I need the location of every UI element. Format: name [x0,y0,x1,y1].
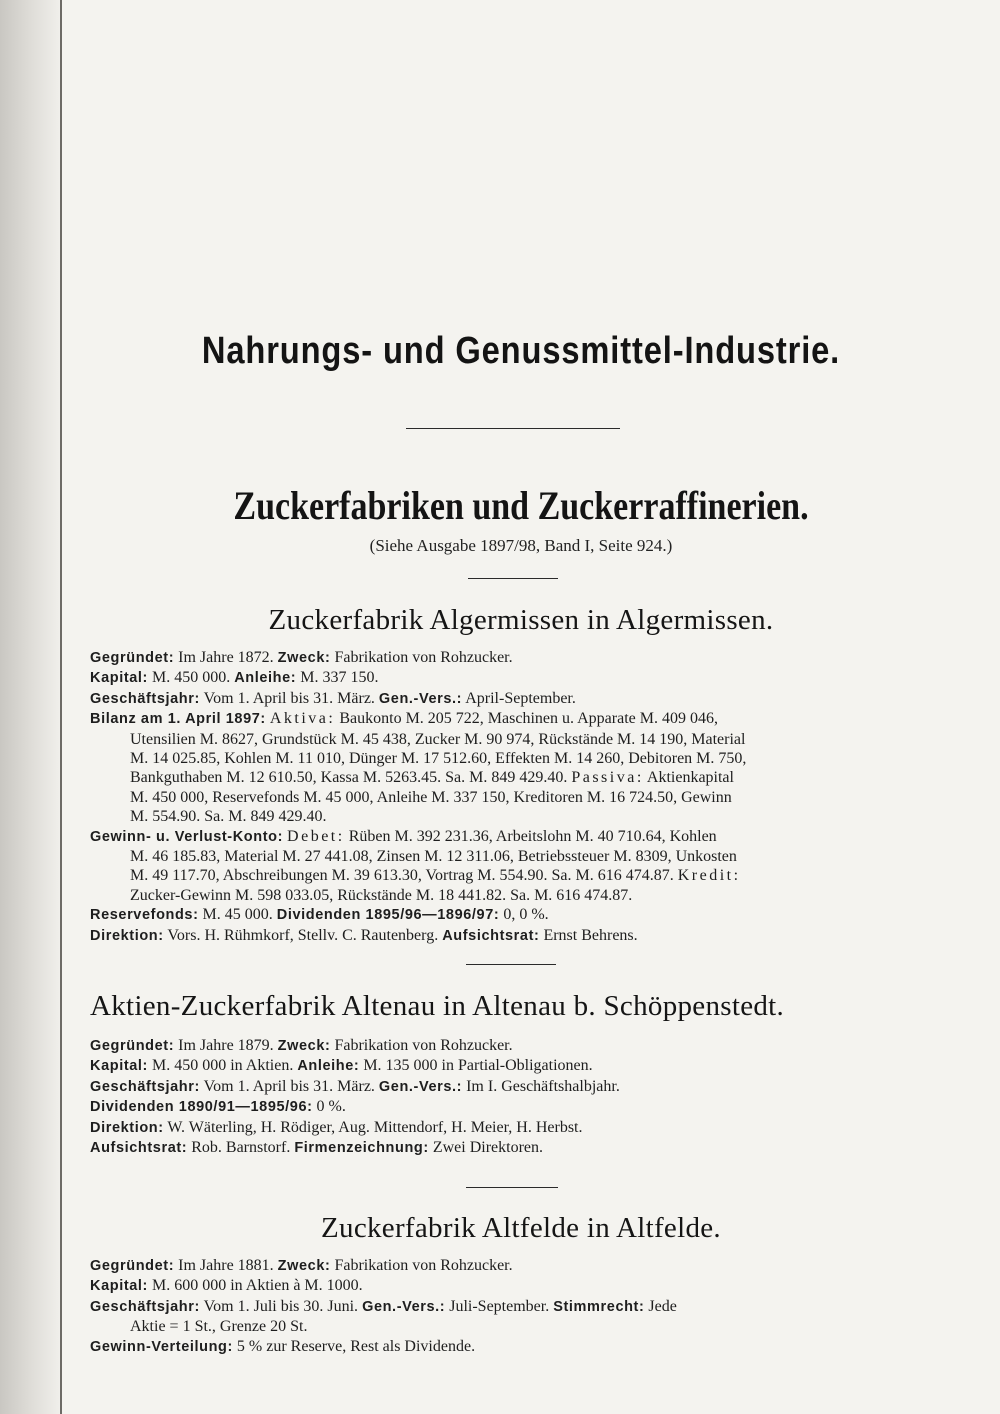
value-zweck: Fabrikation von Rohzucker. [334,1037,513,1054]
entry-line [90,926,952,946]
value-bilanz: Bankguthaben M. 12 610.50, Kassa M. 5263.45. Sa. M. 849 429.40. [130,769,568,787]
entry-line [90,689,952,709]
firm-entry-algermissen [90,648,952,946]
value-kapital: M. 600 000 in Aktien à M. 1000. [151,1277,363,1295]
entry-line [90,1138,952,1158]
label-dividenden: Dividenden 1895/96—1896/97: [276,907,500,924]
divider-rule [468,578,558,579]
label-anleihe: Anleihe: [297,1058,360,1075]
page-binding-edge [60,0,62,1414]
entry-line [90,709,952,729]
value-gegruendet: Im Jahre 1881. [178,1257,274,1274]
label-anleihe: Anleihe: [234,670,297,687]
divider-rule [406,428,620,429]
entry-line: M. 450 000, Reservefonds M. 45 000, Anleihe M. 337 150, Kreditoren M. 16 724.50, Gewinn [130,788,732,806]
label-zweck: Zweck: [277,1258,331,1274]
label-geschaeftsjahr: Geschäftsjahr: [90,690,200,707]
label-reservefonds: Reservefonds: [90,907,199,924]
label-bilanz: Bilanz am 1. April 1897: [90,711,266,728]
firm-entry-altfelde [90,1256,952,1357]
label-kredit: Kredit: [677,867,741,885]
value-bilanz: Baukonto M. 205 722, Maschinen u. Apparate M. 409 046, [339,710,718,728]
entry-line [90,1056,952,1076]
value-stimmrecht: Jede [648,1297,677,1315]
entry-line [90,866,952,885]
label-gewinnverteilung: Gewinn-Verteilung: [90,1338,233,1355]
label-zweck: Zweck: [277,650,331,666]
label-genvers: Gen.-Vers.: [378,690,463,707]
entry-line [90,1077,952,1097]
label-kapital: Kapital: [90,1058,148,1075]
label-dividenden: Dividenden 1890/91—1895/96: [90,1099,313,1116]
entry-line: Utensilien M. 8627, Grundstück M. 45 438, Zucker M. 90 974, Rückstände M. 14 190, Material [130,730,746,748]
value-geschaeftsjahr: Vom 1. April bis 31. März. [203,689,375,707]
value-genvers: Juli-September. [449,1297,550,1315]
value-dividenden: 0 %. [316,1098,346,1116]
label-genvers: Gen.-Vers.: [362,1298,446,1315]
entry-line: M. 554.90. Sa. M. 849 429.40. [130,808,327,826]
value-dividenden: 0, 0 %. [503,906,549,924]
label-aufsichtsrat: Aufsichtsrat: [442,927,540,944]
label-firmenzeichnung: Firmenzeichnung: [294,1140,429,1157]
value-firmenzeichnung: Zwei Direktoren. [432,1139,543,1157]
label-guv: Gewinn- u. Verlust-Konto: [90,828,284,845]
section-title: Zuckerfabriken und Zuckerraffinerien. [233,483,809,528]
value-reservefonds: M. 45 000. [202,906,273,924]
value-geschaeftsjahr: Vom 1. April bis 31. März. [203,1077,375,1095]
value-zweck: Fabrikation von Rohzucker. [334,649,513,666]
entry-line: Zucker-Gewinn M. 598 033.05, Rückstände M. 18 441.82. Sa. M. 616 474.87. [130,886,633,904]
label-genvers: Gen.-Vers.: [378,1078,463,1095]
value-direktion: W. Wäterling, H. Rödiger, Aug. Mittendorf, H. Meier, H. Herbst. [167,1118,583,1136]
entry-line [90,1036,952,1056]
divider-rule [466,1187,558,1188]
value-genvers: Im I. Geschäftshalbjahr. [466,1077,620,1095]
value-direktion: Vors. H. Rühmkorf, Stellv. C. Rautenberg. [167,926,439,944]
value-geschaeftsjahr: Vom 1. Juli bis 30. Juni. [203,1297,359,1315]
firm-entry-altenau [90,1036,952,1158]
value-anleihe: M. 135 000 in Partial-Obligationen. [363,1057,593,1075]
label-passiva: Passiva: [571,769,644,787]
value-anleihe: M. 337 150. [300,669,379,687]
page-binding-shadow [0,0,62,1414]
label-gegruendet: Gegründet: [90,1258,175,1274]
firm-title-altenau: Aktien-Zuckerfabrik Altenau in Altenau b. Schöppenstedt. [90,990,785,1022]
entry-line [90,1337,952,1357]
firm-title-altfelde: Zuckerfabrik Altfelde in Altfelde. [321,1212,721,1244]
entry-line [90,1297,952,1317]
label-zweck: Zweck: [277,1038,331,1054]
value-kapital: M. 450 000 in Aktien. [151,1057,294,1075]
value-gegruendet: Im Jahre 1879. [178,1037,274,1054]
label-direktion: Direktion: [90,1119,164,1136]
entry-line [90,827,952,847]
entry-line: Aktie = 1 St., Grenze 20 St. [130,1318,308,1336]
value-bilanz: Aktienkapital [646,769,734,787]
section-subtitle: (Siehe Ausgabe 1897/98, Band I, Seite 924.) [369,536,673,555]
label-aktiva: Aktiva: [269,710,336,728]
value-guv: Rüben M. 392 231.36, Arbeitslohn M. 40 710.64, Kohlen [348,827,717,845]
value-gegruendet: Im Jahre 1872. [178,649,274,666]
firm-title-algermissen: Zuckerfabrik Algermissen in Algermissen. [268,604,774,636]
entry-line [90,1256,952,1276]
entry-line [90,905,952,925]
label-aufsichtsrat: Aufsichtsrat: [90,1140,188,1157]
value-guv: M. 49 117.70, Abschreibungen M. 39 613.30, Vortrag M. 554.90. Sa. M. 616 474.87. [130,867,674,885]
label-kapital: Kapital: [90,1278,148,1295]
value-gewinnverteilung: 5 % zur Reserve, Rest als Dividende. [236,1337,476,1355]
main-title: Nahrungs- und Genussmittel-Industrie. [201,330,841,372]
value-aufsichtsrat: Rob. Barnstorf. [191,1139,291,1157]
label-debet: Debet: [287,827,345,845]
entry-line [90,768,952,787]
label-geschaeftsjahr: Geschäftsjahr: [90,1078,200,1095]
value-zweck: Fabrikation von Rohzucker. [334,1257,513,1274]
entry-line [90,648,952,668]
label-direktion: Direktion: [90,927,164,944]
entry-line: M. 46 185.83, Material M. 27 441.08, Zinsen M. 12 311.06, Betriebssteuer M. 8309, Unkosten [130,848,737,866]
label-kapital: Kapital: [90,670,148,687]
entry-line: M. 14 025.85, Kohlen M. 11 010, Dünger M. 17 512.60, Effekten M. 14 260, Debitoren M. 750, [130,750,747,768]
label-gegruendet: Gegründet: [90,650,175,666]
entry-line [90,1118,952,1138]
entry-line [90,1097,952,1117]
entry-line [90,1276,952,1296]
value-genvers: April-September. [465,689,576,707]
label-gegruendet: Gegründet: [90,1038,175,1054]
value-aufsichtsrat: Ernst Behrens. [543,926,638,944]
label-stimmrecht: Stimmrecht: [553,1298,645,1315]
label-geschaeftsjahr: Geschäftsjahr: [90,1298,200,1315]
divider-rule [466,964,556,965]
entry-line [90,668,952,688]
value-kapital: M. 450 000. [151,669,231,687]
